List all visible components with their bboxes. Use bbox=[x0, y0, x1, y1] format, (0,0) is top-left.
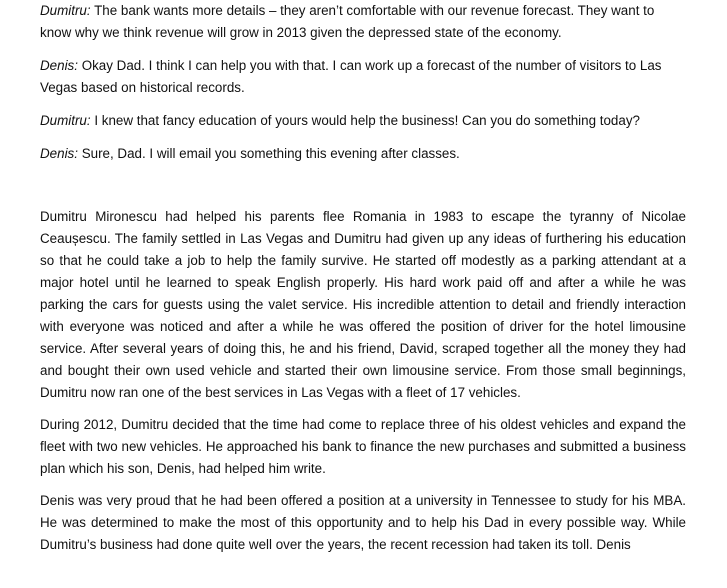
dialogue-line-denis-2 bbox=[40, 143, 686, 165]
dialogue-line-dumitru-1 bbox=[40, 0, 686, 44]
speaker-name: Denis: bbox=[40, 146, 78, 161]
section-gap bbox=[40, 176, 686, 206]
speaker-name: Denis: bbox=[40, 58, 78, 73]
dialogue-text: Sure, Dad. I will email you something this evening after classes. bbox=[77, 146, 460, 161]
paragraph-denis-mba: Denis was very proud that he had been offered a position at a university in Tennessee to study for his MBA. He was determined to make the most of this opportunity and to help his Dad in every possible way. While Dumitru’s business had done quite well over the years, the recent recession had taken its toll. Denis bbox=[40, 493, 686, 552]
paragraph-background: Dumitru Mironescu had helped his parents flee Romania in 1983 to escape the tyranny of Nicolae Ceaușescu. The family settled in Las Vegas and Dumitru had given up any ideas of furthering his education so that he could take a job to help the family survive. He started off modestly as a parking attendant at a major hotel until he learned to speak English properly. His hard work paid off and after a while he was parking the cars for guests using the valet service. His incredible attention to detail and friendly interaction with everyone was noticed and after a while he was offered the position of driver for the hotel limousine service. After several years of doing this, he and his friend, David, scraped together all the money they had and bought their own used vehicle and started their own limousine service. From those small beginnings, Dumitru now ran one of the best services in Las Vegas with a fleet of 17 vehicles. bbox=[40, 209, 686, 400]
dialogue-text: I knew that fancy education of yours would help the business! Can you do something today? bbox=[90, 113, 640, 128]
speaker-name: Dumitru: bbox=[40, 113, 91, 128]
dialogue-line-denis-1 bbox=[40, 55, 686, 99]
dialogue-text: Okay Dad. I think I can help you with that. I can work up a forecast of the number of visitors to Las Vegas based on historical records. bbox=[40, 58, 662, 95]
paragraph-fleet-expansion: During 2012, Dumitru decided that the time had come to replace three of his oldest vehicles and expand the fleet with two new vehicles. He approached his bank to finance the new purchases and submitted a business plan which his son, Denis, had helped him write. bbox=[40, 417, 686, 476]
dialogue-text: The bank wants more details – they aren’t comfortable with our revenue forecast. They want to know why we think revenue will grow in 2013 given the depressed state of the economy. bbox=[40, 3, 655, 40]
document-page bbox=[40, 0, 686, 566]
speaker-name: Dumitru: bbox=[40, 3, 91, 18]
dialogue-line-dumitru-2 bbox=[40, 110, 686, 132]
